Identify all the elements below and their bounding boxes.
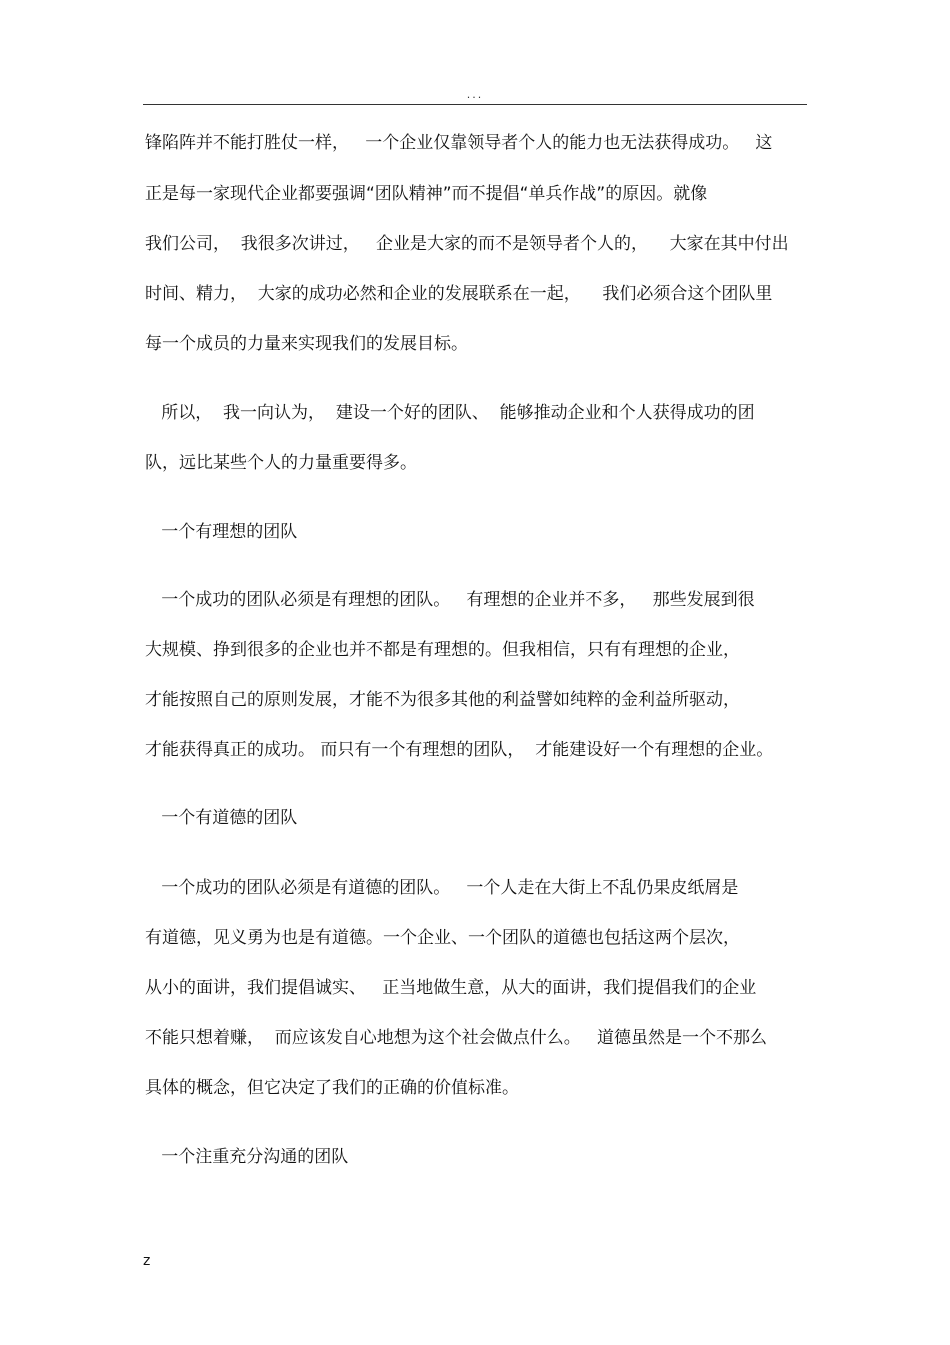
text-line: 大规模、挣到很多的企业也并不都是有理想的。但我相信，只有有理想的企业， bbox=[145, 640, 740, 660]
text-line: 锋陷阵并不能打胜仗一样， 一个企业仅靠领导者个人的能力也无法获得成功。 这 bbox=[145, 133, 773, 153]
text-line: 不能只想着赚， 而应该发自心地想为这个社会做点什么。 道德虽然是一个不那么 bbox=[145, 1028, 768, 1048]
section-heading: 一个注重充分沟通的团队 bbox=[145, 1147, 349, 1167]
text-line: 时间、精力， 大家的成功必然和企业的发展联系在一起， 我们必须合这个团队里 bbox=[145, 284, 773, 304]
text-line: 一个成功的团队必须是有理想的团队。 有理想的企业并不多， 那些发展到很 bbox=[145, 590, 755, 610]
text-line: 才能按照自己的原则发展，才能不为很多其他的利益譬如纯粹的金利益所驱动， bbox=[145, 690, 740, 710]
text-line: 我们公司， 我很多次讲过， 企业是大家的而不是领导者个人的， 大家在其中付出 bbox=[145, 234, 789, 254]
header-rule bbox=[143, 104, 807, 105]
page-footer-mark: z bbox=[143, 1253, 151, 1269]
text-line: 正是每一家现代企业都要强调“团队精神”而不提倡“单兵作战”的原因。就像 bbox=[145, 184, 708, 204]
page-header-dots: ... bbox=[466, 88, 484, 101]
section-heading: 一个有理想的团队 bbox=[145, 522, 298, 542]
section-heading: 一个有道德的团队 bbox=[145, 808, 298, 828]
text-line: 有道德，见义勇为也是有道德。一个企业、一个团队的道德也包括这两个层次， bbox=[145, 928, 740, 948]
text-line: 一个成功的团队必须是有道德的团队。 一个人走在大街上不乱仍果皮纸屑是 bbox=[145, 878, 739, 898]
text-line: 每一个成员的力量来实现我们的发展目标。 bbox=[145, 334, 468, 354]
text-line: 所以， 我一向认为， 建设一个好的团队、 能够推动企业和个人获得成功的团 bbox=[145, 403, 755, 423]
text-line: 从小的面讲，我们提倡诚实、 正当地做生意，从大的面讲，我们提倡我们的企业 bbox=[145, 978, 757, 998]
text-line: 具体的概念，但它决定了我们的正确的价值标准。 bbox=[145, 1078, 519, 1098]
text-line: 队，远比某些个人的力量重要得多。 bbox=[145, 453, 417, 473]
text-line: 才能获得真正的成功。 而只有一个有理想的团队， 才能建设好一个有理想的企业。 bbox=[145, 740, 774, 760]
